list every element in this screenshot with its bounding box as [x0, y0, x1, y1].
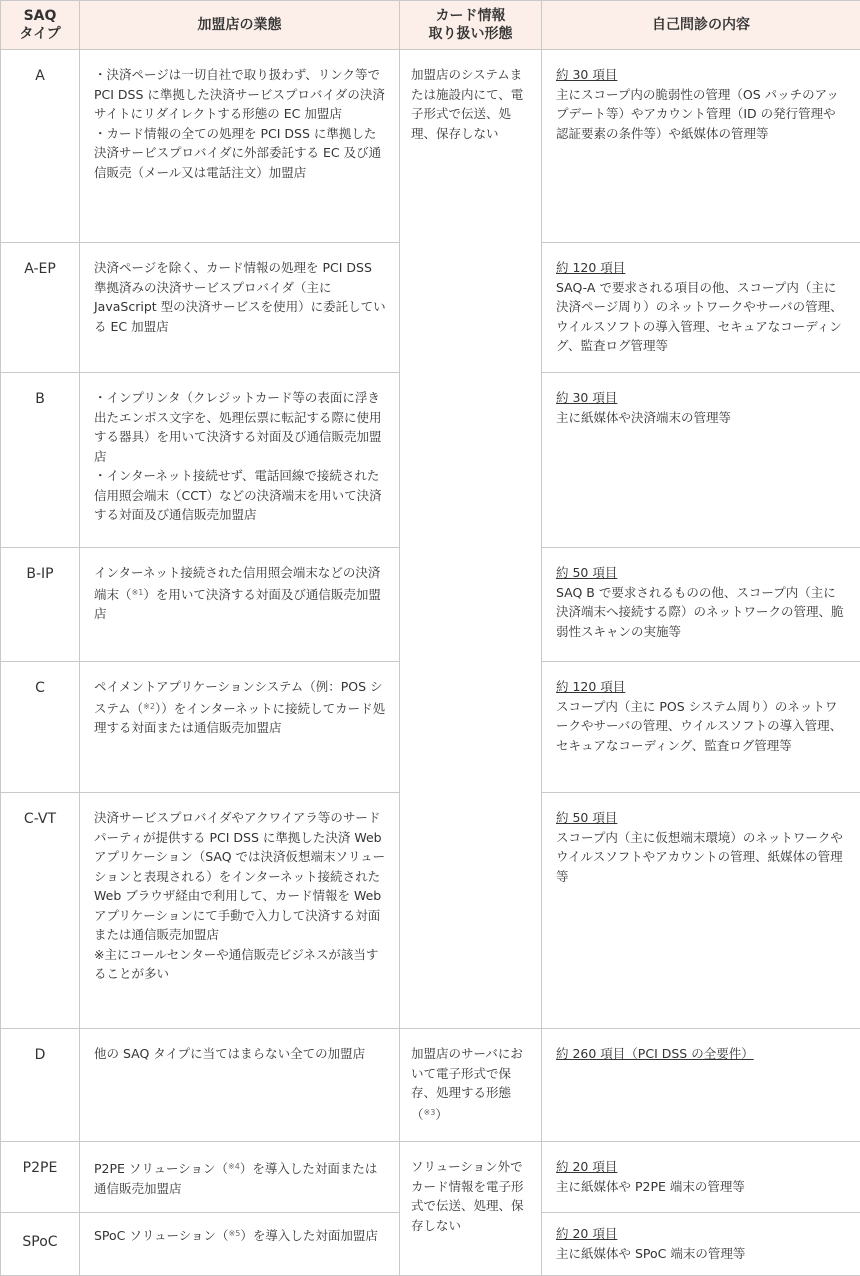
saq-type-cell: C-VT — [1, 793, 80, 1029]
footnote-ref: ※3 — [424, 1108, 436, 1117]
header-row — [1, 1, 860, 50]
business-item: ・カード情報の全ての処理を PCI DSS に準拠した決済サービスプロバイダに外部委託する EC 及び通信販売（メール又は電話注文）加盟店 — [94, 124, 387, 183]
item-count: 約 50 項目 — [556, 808, 848, 828]
item-count: 約 50 項目 — [556, 563, 848, 583]
item-count: 約 20 項目 — [556, 1224, 848, 1244]
footnote-ref: ※5 — [229, 1229, 241, 1238]
content-cell — [542, 548, 860, 662]
header-handling: カード情報 取り扱い形態 — [400, 1, 542, 50]
content-text: SAQ B で要求されるものの他、スコープ内（主に決済端末へ接続する際）のネットワークの管理、脆弱性スキャンの実施等 — [556, 583, 848, 642]
table-row — [1, 1142, 860, 1213]
table-row — [1, 50, 860, 243]
item-count: 約 120 項目 — [556, 258, 848, 278]
business-item: 決済サービスプロバイダやアクワイアラ等のサードパーティが提供する PCI DSS に準拠した決済 Web アプリケーション（SAQ では決済仮想端末ソリューションと表現される）をインターネット接続された Web ブラウザ経由で利用して、カード情報を Web アプリケーションにて手動で入力して決済する対面または通信販売加盟店 — [94, 808, 387, 945]
handling-text: ソリューション外でカード情報を電子形式で伝送、処理、保存しない — [411, 1159, 524, 1233]
handling-cell — [400, 50, 542, 1029]
saq-type-cell: C — [1, 662, 80, 793]
content-cell — [542, 243, 860, 373]
business-item: ・インプリンタ（クレジットカード等の表面に浮き出たエンボス文字を、処理伝票に転記する際に使用する器具）を用いて決済する対面及び通信販売加盟店 — [94, 388, 387, 466]
business-cell — [80, 793, 400, 1029]
business-cell — [80, 1142, 400, 1213]
content-cell — [542, 1213, 860, 1276]
saq-type-cell: P2PE — [1, 1142, 80, 1213]
saq-type-cell: A-EP — [1, 243, 80, 373]
content-text: 主に紙媒体や SPoC 端末の管理等 — [556, 1244, 848, 1264]
content-cell — [542, 373, 860, 548]
content-text: スコープ内（主に仮想端末環境）のネットワークやウイルスソフトやアカウントの管理、紙媒体の管理等 — [556, 828, 848, 887]
header-business: 加盟店の業態 — [80, 1, 400, 50]
saq-type-cell: B-IP — [1, 548, 80, 662]
business-item: 他の SAQ タイプに当てはまらない全ての加盟店 — [94, 1044, 387, 1064]
business-cell — [80, 50, 400, 243]
footnote-ref: ※1 — [132, 588, 144, 597]
business-cell — [80, 1213, 400, 1276]
handling-text: 加盟店のサーバにおいて電子形式で保存、処理する形態 — [411, 1046, 523, 1100]
business-cell — [80, 373, 400, 548]
header-saq-type: SAQ タイプ — [1, 1, 80, 50]
business-cell — [80, 662, 400, 793]
business-item: ・インターネット接続せず、電話回線で接続された信用照会端末（CCT）などの決済端末を用いて決済する対面及び通信販売加盟店 — [94, 466, 387, 525]
content-cell — [542, 793, 860, 1029]
business-item: ※主にコールセンターや通信販売ビジネスが該当することが多い — [94, 945, 387, 984]
content-cell — [542, 1142, 860, 1213]
content-text: 主に紙媒体や決済端末の管理等 — [556, 408, 848, 428]
table-row — [1, 1029, 860, 1142]
business-item: ペイメントアプリケーションシステム（例：POS システム（$^{※2}$））をインターネットに接続してカード処理する対面または通信販売加盟店 — [94, 677, 387, 738]
item-count: 約 260 項目（PCI DSS の全要件） — [556, 1044, 848, 1064]
business-cell — [80, 243, 400, 373]
saq-type-cell: D — [1, 1029, 80, 1142]
handling-text: 加盟店のシステムまたは施設内にて、電子形式で伝送、処理、保存しない — [411, 67, 523, 141]
item-count: 約 120 項目 — [556, 677, 848, 697]
content-cell — [542, 662, 860, 793]
business-item: インターネット接続された信用照会端末などの決済端末（$^{※1}$）を用いて決済する対面及び通信販売加盟店 — [94, 563, 387, 624]
content-text: SAQ-A で要求される項目の他、スコープ内（主に決済ページ周り）のネットワークやサーバの管理、ウイルスソフトの導入管理、セキュアなコーディング、監査ログ管理等 — [556, 278, 848, 356]
item-count: 約 30 項目 — [556, 65, 848, 85]
saq-type-cell: SPoC — [1, 1213, 80, 1276]
handling-cell — [400, 1142, 542, 1276]
footnote-ref: ※2 — [143, 702, 155, 711]
content-cell — [542, 50, 860, 243]
business-item: SPoC ソリューション（$^{※5}$）を導入した対面加盟店 — [94, 1224, 387, 1246]
content-text: スコープ内（主に POS システム周り）のネットワークやサーバの管理、ウイルスソフトの導入管理、セキュアなコーディング、監査ログ管理等 — [556, 697, 848, 756]
handling-cell: 加盟店のサーバにおいて電子形式で保存、処理する形態（$^{※3}$） — [400, 1029, 542, 1142]
saq-type-cell: B — [1, 373, 80, 548]
content-text: 主にスコープ内の脆弱性の管理（OS パッチのアップデート等）やアカウント管理（ID の発行管理や認証要素の条件等）や紙媒体の管理等 — [556, 85, 848, 144]
item-count: 約 20 項目 — [556, 1157, 848, 1177]
business-item: P2PE ソリューション（$^{※4}$）を導入した対面または通信販売加盟店 — [94, 1157, 387, 1198]
business-cell — [80, 548, 400, 662]
business-item: 決済ページを除く、カード情報の処理を PCI DSS 準拠済みの決済サービスプロバイダ（主に JavaScript 型の決済サービスを使用）に委託している EC 加盟店 — [94, 258, 387, 336]
footnote-ref: ※4 — [228, 1162, 240, 1171]
content-text: 主に紙媒体や P2PE 端末の管理等 — [556, 1177, 848, 1197]
header-content: 自己問診の内容 — [542, 1, 860, 50]
business-cell — [80, 1029, 400, 1142]
saq-type-cell: A — [1, 50, 80, 243]
business-item: ・決済ページは一切自社で取り扱わず、リンク等で PCI DSS に準拠した決済サービスプロバイダの決済サイトにリダイレクトする形態の EC 加盟店 — [94, 65, 387, 124]
item-count: 約 30 項目 — [556, 388, 848, 408]
content-cell — [542, 1029, 860, 1142]
